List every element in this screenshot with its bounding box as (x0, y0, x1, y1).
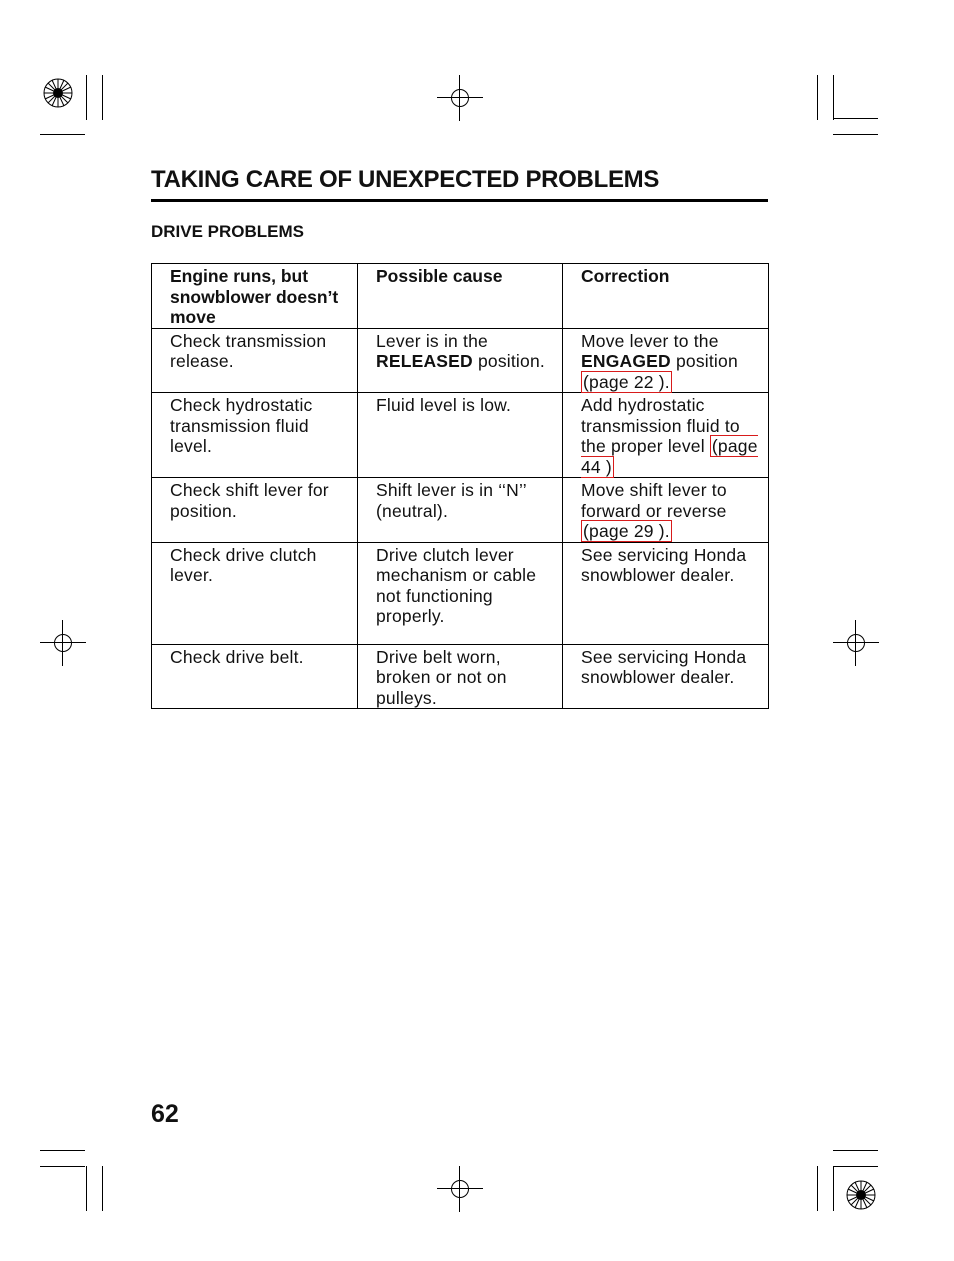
registration-crosshair-icon (437, 1166, 483, 1212)
page-title: TAKING CARE OF UNEXPECTED PROBLEMS (151, 166, 660, 193)
registration-crosshair-icon (833, 620, 879, 666)
title-rule (151, 199, 768, 202)
section-title: DRIVE PROBLEMS (151, 222, 305, 241)
page-link[interactable]: (page 29 ). (583, 521, 670, 541)
registration-starburst-icon (43, 78, 73, 108)
registration-crosshair-icon (40, 620, 86, 666)
page-link[interactable]: (page 22 ). (583, 371, 670, 392)
drive-problems-table (151, 263, 769, 709)
table-row (152, 542, 769, 644)
table-row (152, 328, 769, 393)
registration-starburst-icon (846, 1180, 876, 1210)
cause-cell: Fluid level is low. (358, 393, 563, 478)
table-row (152, 644, 769, 709)
check-cell: Check shift lever for position. (152, 478, 358, 543)
table-header-row (152, 264, 769, 329)
cause-cell: Drive belt worn, broken or not on pulleys. (358, 644, 563, 709)
page-link[interactable]: (page 44 ) (581, 436, 758, 477)
correction-cell: See servicing Honda snowblower dealer. (563, 542, 769, 644)
check-cell: Check drive belt. (152, 644, 358, 709)
cause-cell: Shift lever is in ‘‘N’’ (neutral). (358, 478, 563, 543)
table-row (152, 393, 769, 478)
column-header-correction: Correction (563, 264, 769, 329)
check-cell: Check hydrostatic transmission fluid level. (152, 393, 358, 478)
cause-cell: Lever is in the RELEASED position. (358, 328, 563, 393)
check-cell: Check drive clutch lever. (152, 542, 358, 644)
correction-cell: Move lever to the ENGAGED position (page 22 ). (563, 328, 769, 393)
correction-cell: Add hydrostatic transmission fluid to the proper level (page 44 ) (563, 393, 769, 478)
column-header-cause: Possible cause (358, 264, 563, 329)
check-cell: Check transmission release. (152, 328, 358, 393)
registration-crosshair-icon (437, 75, 483, 121)
column-header-symptom: Engine runs, but snowblower doesn’t move (152, 264, 358, 329)
cause-cell: Drive clutch lever mechanism or cable not functioning properly. (358, 542, 563, 644)
table-row (152, 478, 769, 543)
page-number: 62 (151, 1100, 179, 1128)
correction-cell: Move shift lever to forward or reverse (page 29 ). (563, 478, 769, 543)
correction-cell: See servicing Honda snowblower dealer. (563, 644, 769, 709)
